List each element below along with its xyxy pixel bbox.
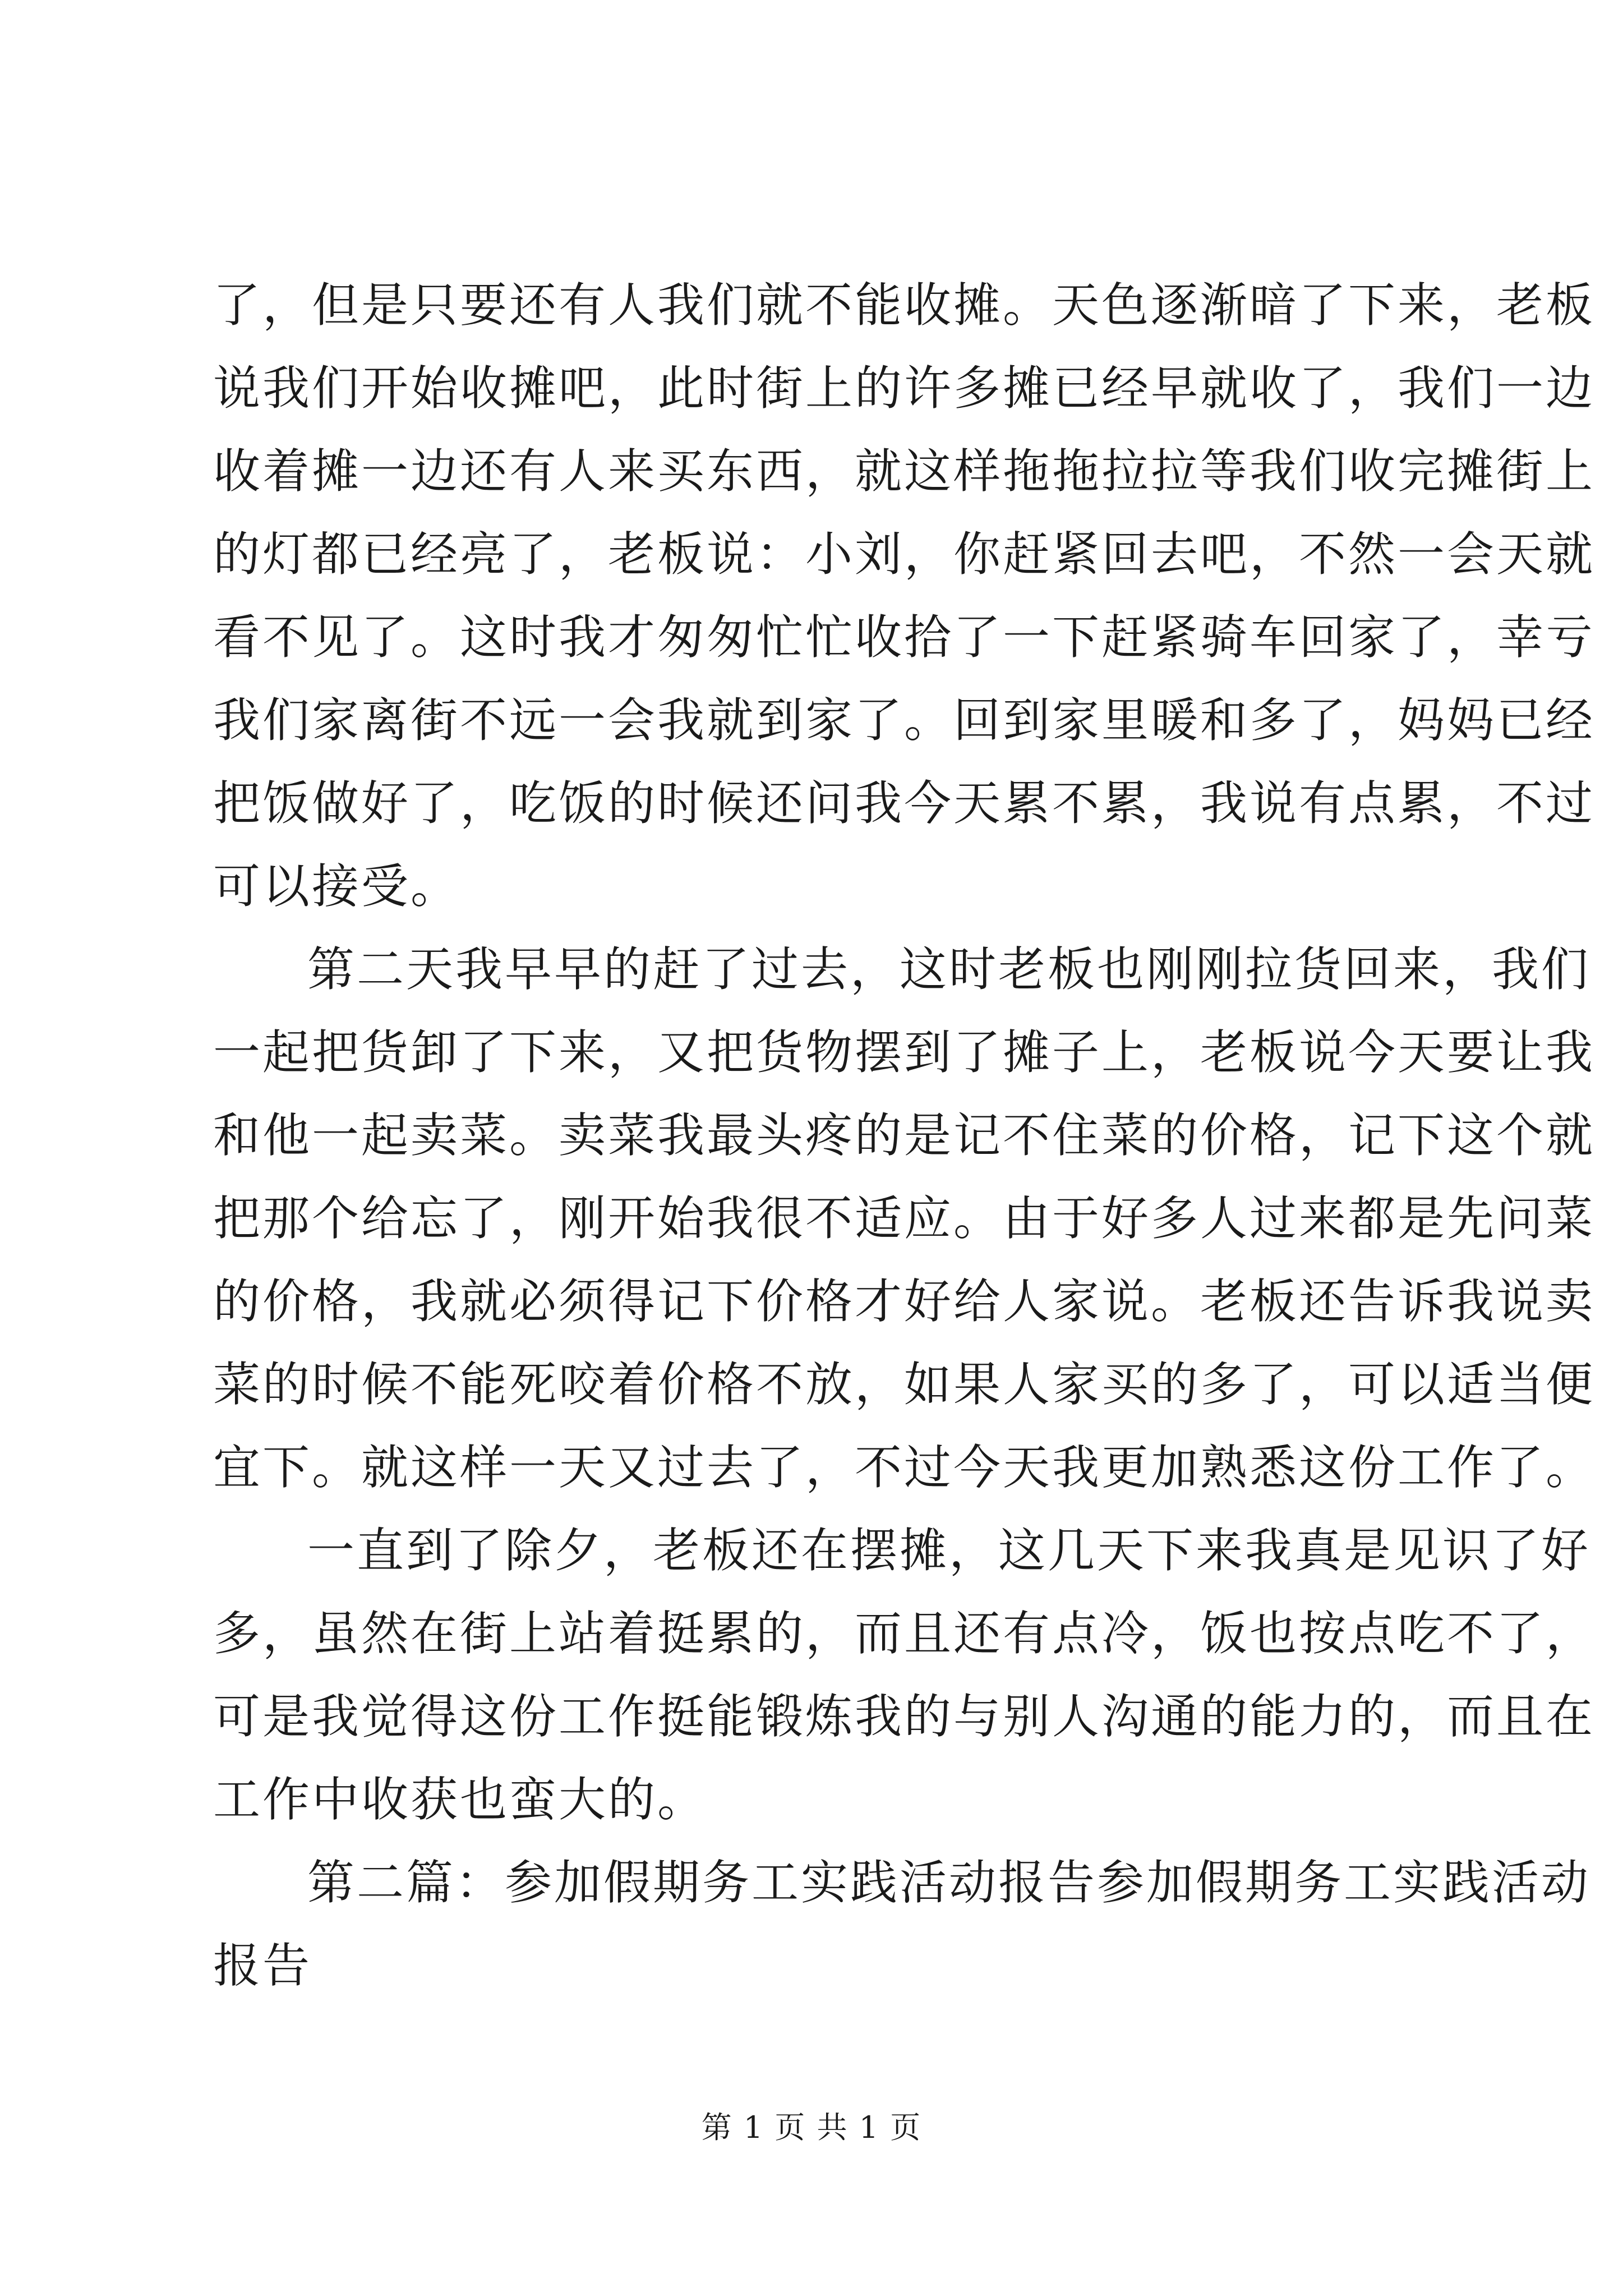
text-line: 菜的时候不能死咬着价格不放，如果人家买的多了，可以适当便: [213, 1357, 1596, 1412]
text-line: 的价格，我就必须得记下价格才好给人家说。老板还告诉我说卖: [213, 1274, 1596, 1329]
section-heading-line: 第二篇：参加假期务工实践活动报告参加假期务工实践活动: [307, 1855, 1591, 1910]
text-line: 一起把货卸了下来，又把货物摆到了摊子上，老板说今天要让我: [213, 1025, 1596, 1080]
text-line: 把那个给忘了，刚开始我很不适应。由于好多人过来都是先问菜: [213, 1191, 1596, 1246]
page-footer: 第 1 页 共 1 页: [701, 2110, 922, 2145]
text-line: 的灯都已经亮了，老板说：小刘，你赶紧回去吧，不然一会天就: [213, 527, 1596, 582]
text-line: 了，但是只要还有人我们就不能收摊。天色逐渐暗了下来，老板: [213, 278, 1596, 333]
text-line: 我们家离街不远一会我就到家了。回到家里暖和多了，妈妈已经: [213, 693, 1596, 748]
text-line: 把饭做好了，吃饭的时候还问我今天累不累，我说有点累，不过: [213, 776, 1596, 831]
text-line: 可以接受。: [213, 859, 460, 914]
text-line: 宜下。就这样一天又过去了，不过今天我更加熟悉这份工作了。: [213, 1440, 1596, 1495]
document-body: [213, 264, 1596, 2007]
text-line: 多，虽然在街上站着挺累的，而且还有点冷，饭也按点吃不了，: [213, 1606, 1596, 1661]
text-line: 可是我觉得这份工作挺能锻炼我的与别人沟通的能力的，而且在: [213, 1689, 1596, 1744]
text-line: 收着摊一边还有人来买东西，就这样拖拖拉拉等我们收完摊街上: [213, 444, 1596, 499]
text-line: 说我们开始收摊吧，此时街上的许多摊已经早就收了，我们一边: [213, 361, 1596, 416]
text-line: 工作中收获也蛮大的。: [213, 1772, 707, 1827]
text-line: 看不见了。这时我才匆匆忙忙收拾了一下赶紧骑车回家了，幸亏: [213, 610, 1596, 665]
paragraph-first-line: 第二天我早早的赶了过去，这时老板也刚刚拉货回来，我们: [307, 942, 1591, 997]
section-heading-line: 报告: [213, 1938, 312, 1993]
text-line: 和他一起卖菜。卖菜我最头疼的是记不住菜的价格，记下这个就: [213, 1108, 1596, 1163]
paragraph-first-line: 一直到了除夕，老板还在摆摊，这几天下来我真是见识了好: [307, 1523, 1591, 1578]
